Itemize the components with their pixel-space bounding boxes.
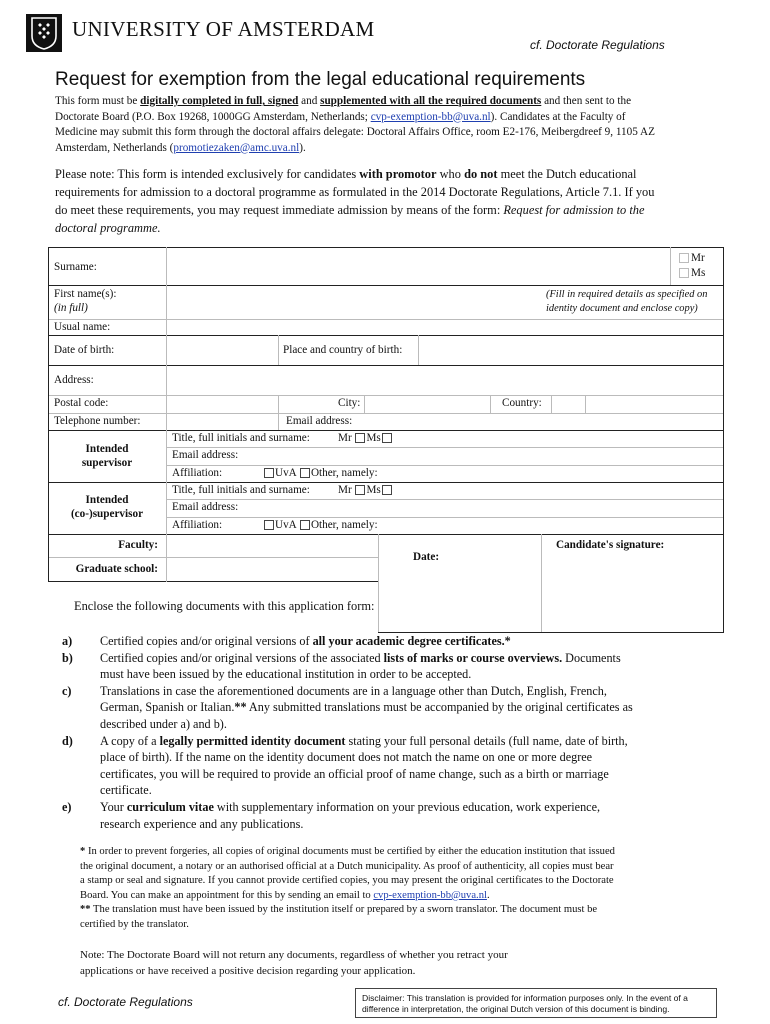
telephone-field[interactable] bbox=[173, 414, 273, 429]
usual-name-field[interactable] bbox=[173, 321, 718, 334]
usual-name-label: Usual name: bbox=[54, 321, 111, 333]
list-item: d) A copy of a legally permitted identity document stating your full personal details (full name, date of birth, place of birth). If the name on the identity document does not match the name on one or more degree certificates, you will be required to provide an official proof of name change, such as a birth or marriage certificate. bbox=[62, 733, 628, 798]
address-field[interactable] bbox=[173, 367, 718, 393]
telephone-label: Telephone number: bbox=[54, 415, 141, 427]
country-label: Country: bbox=[502, 397, 542, 409]
candidate-signature-field[interactable] bbox=[548, 555, 718, 627]
place-country-birth-field[interactable] bbox=[423, 337, 718, 363]
documents-list bbox=[62, 633, 722, 832]
first-names-field[interactable] bbox=[173, 287, 533, 317]
supervisor-mr-ms[interactable]: Mr Ms bbox=[338, 432, 393, 445]
cosupervisor-mr-ms[interactable]: Mr Ms bbox=[338, 484, 393, 497]
page-title: Request for exemption from the legal educational requirements bbox=[55, 69, 586, 90]
list-item: c) Translations in case the aforementioned documents are in a language other than Dutch, English, French, German, Spanish or Italian.** Any submitted translations must be accompanied by the original certificates as described under a) and b). bbox=[62, 683, 633, 731]
mr-option[interactable]: Mr bbox=[678, 252, 705, 265]
email-link[interactable]: cvp-exemption-bb@uva.nl bbox=[370, 110, 491, 123]
dob-field[interactable] bbox=[173, 337, 273, 363]
footnotes: * In order to prevent forgeries, all copies of original documents must be certified by either the education institution that issued the original document, a notary or an authorised official at a Dutch municipality. As proof of authenticity, all copies must bear a stamp or seal and signature. If you cannot provide certified copies, you may present the original certificates to the Doctorate Board. You can make an appointment for this by sending an email to cvp-exemption-bb@uva.nl. ** The translation must have been issued by the institution itself or prepared by a sworn translator. The document must be certified by the translator. bbox=[80, 846, 615, 930]
supervisor-email-label: Email address: bbox=[172, 449, 239, 461]
faculty-label: Faculty: bbox=[118, 539, 158, 551]
university-name: UNIVERSITY OF AMSTERDAM bbox=[72, 17, 375, 41]
surname-field[interactable] bbox=[173, 250, 668, 283]
cosupervisor-email-label: Email address: bbox=[172, 501, 239, 513]
fill-note-line1: (Fill in required details as specified on bbox=[546, 289, 708, 300]
city-field[interactable] bbox=[368, 396, 486, 411]
address-label: Address: bbox=[54, 374, 94, 386]
supervisor-affiliation-options[interactable]: UvA Other, namely: bbox=[263, 467, 378, 480]
date-label: Date: bbox=[413, 551, 440, 563]
intro-paragraph: This form must be digitally completed in full, signed and supplemented with all the required documents and then sent to the Doctorate Board (P.O. Box 19268, 1000GG Amsterdam, Netherlands; cvp-exemption-bb@uva.nl). Candidates at the Faculty of Medicine may submit this form through the doctoral affairs delegate: Doctoral Affairs Office, room E2-176, Meibergdreef 9, 1105 AZ Amsterdam, Netherlands (promotiezaken@amc.uva.nl). bbox=[55, 95, 655, 154]
supervisor-title-label: Title, full initials and surname: bbox=[172, 432, 310, 444]
cosupervisor-affiliation-label: Affiliation: bbox=[172, 519, 223, 531]
intended-supervisor-heading: Intended supervisor bbox=[81, 443, 133, 469]
email-label: Email address: bbox=[286, 415, 353, 427]
ms-option[interactable]: Ms bbox=[678, 267, 705, 280]
dob-label: Date of birth: bbox=[54, 344, 115, 356]
list-item: b) Certified copies and/or original versions of the associated lists of marks or course overviews. Documents must have been issued by the educational institution in order to be accepted. bbox=[62, 650, 621, 682]
candidate-signature-label: Candidate's signature: bbox=[556, 539, 665, 551]
graduate-school-field[interactable] bbox=[173, 560, 373, 578]
university-logo bbox=[26, 14, 62, 52]
faculty-field[interactable] bbox=[173, 537, 373, 555]
application-form bbox=[48, 247, 724, 632]
regulations-reference: cf. Doctorate Regulations bbox=[530, 38, 665, 52]
date-field[interactable] bbox=[448, 542, 536, 572]
in-full-note: (in full) bbox=[54, 302, 88, 314]
fill-note-line2: identity document and enclose copy) bbox=[546, 303, 698, 314]
supervisor-affiliation-label: Affiliation: bbox=[172, 467, 223, 479]
country-field[interactable] bbox=[589, 396, 719, 411]
intended-cosupervisor-heading: Intended (co-)supervisor bbox=[70, 494, 144, 520]
please-note-paragraph: Please note: This form is intended exclusively for candidates with promotor who do not meet the Dutch educational requirements for admission to a doctoral programme as formulated in the 2014 Doctorate Regulations, Article 7.1. If you do meet these requirements, you may request immediate admission by means of the form: Request for admission to the doctoral programme. bbox=[55, 167, 655, 235]
city-label: City: bbox=[338, 397, 361, 409]
postal-code-label: Postal code: bbox=[54, 397, 109, 409]
disclaimer-box: Disclaimer: This translation is provided for information purposes only. In the event of a difference in interpretation, the original Dutch version of this document is binding. bbox=[355, 988, 717, 1018]
cosupervisor-affiliation-options[interactable]: UvA Other, namely: bbox=[263, 519, 378, 532]
return-note: Note: The Doctorate Board will not return any documents, regardless of whether you retract your applications or have received a positive decision regarding your application. bbox=[80, 949, 508, 977]
amc-email-link[interactable]: promotiezaken@amc.uva.nl bbox=[173, 141, 300, 154]
surname-label: Surname: bbox=[54, 261, 97, 273]
place-country-birth-label: Place and country of birth: bbox=[283, 344, 403, 356]
footnote-email-link[interactable]: cvp-exemption-bb@uva.nl bbox=[373, 889, 487, 901]
footer-regulations-reference: cf. Doctorate Regulations bbox=[58, 995, 193, 1009]
list-item: e) Your curriculum vitae with supplementary information on your previous education, work experience, research experience and any publications. bbox=[62, 799, 601, 831]
postal-code-field[interactable] bbox=[173, 396, 273, 411]
graduate-school-label: Graduate school: bbox=[75, 563, 158, 575]
enclose-heading: Enclose the following documents with this application form: bbox=[74, 599, 375, 613]
cosupervisor-title-label: Title, full initials and surname: bbox=[172, 484, 310, 496]
list-item: a) Certified copies and/or original versions of all your academic degree certificates.* bbox=[62, 634, 511, 648]
email-field[interactable] bbox=[368, 414, 718, 429]
first-names-label: First name(s): bbox=[54, 288, 117, 300]
